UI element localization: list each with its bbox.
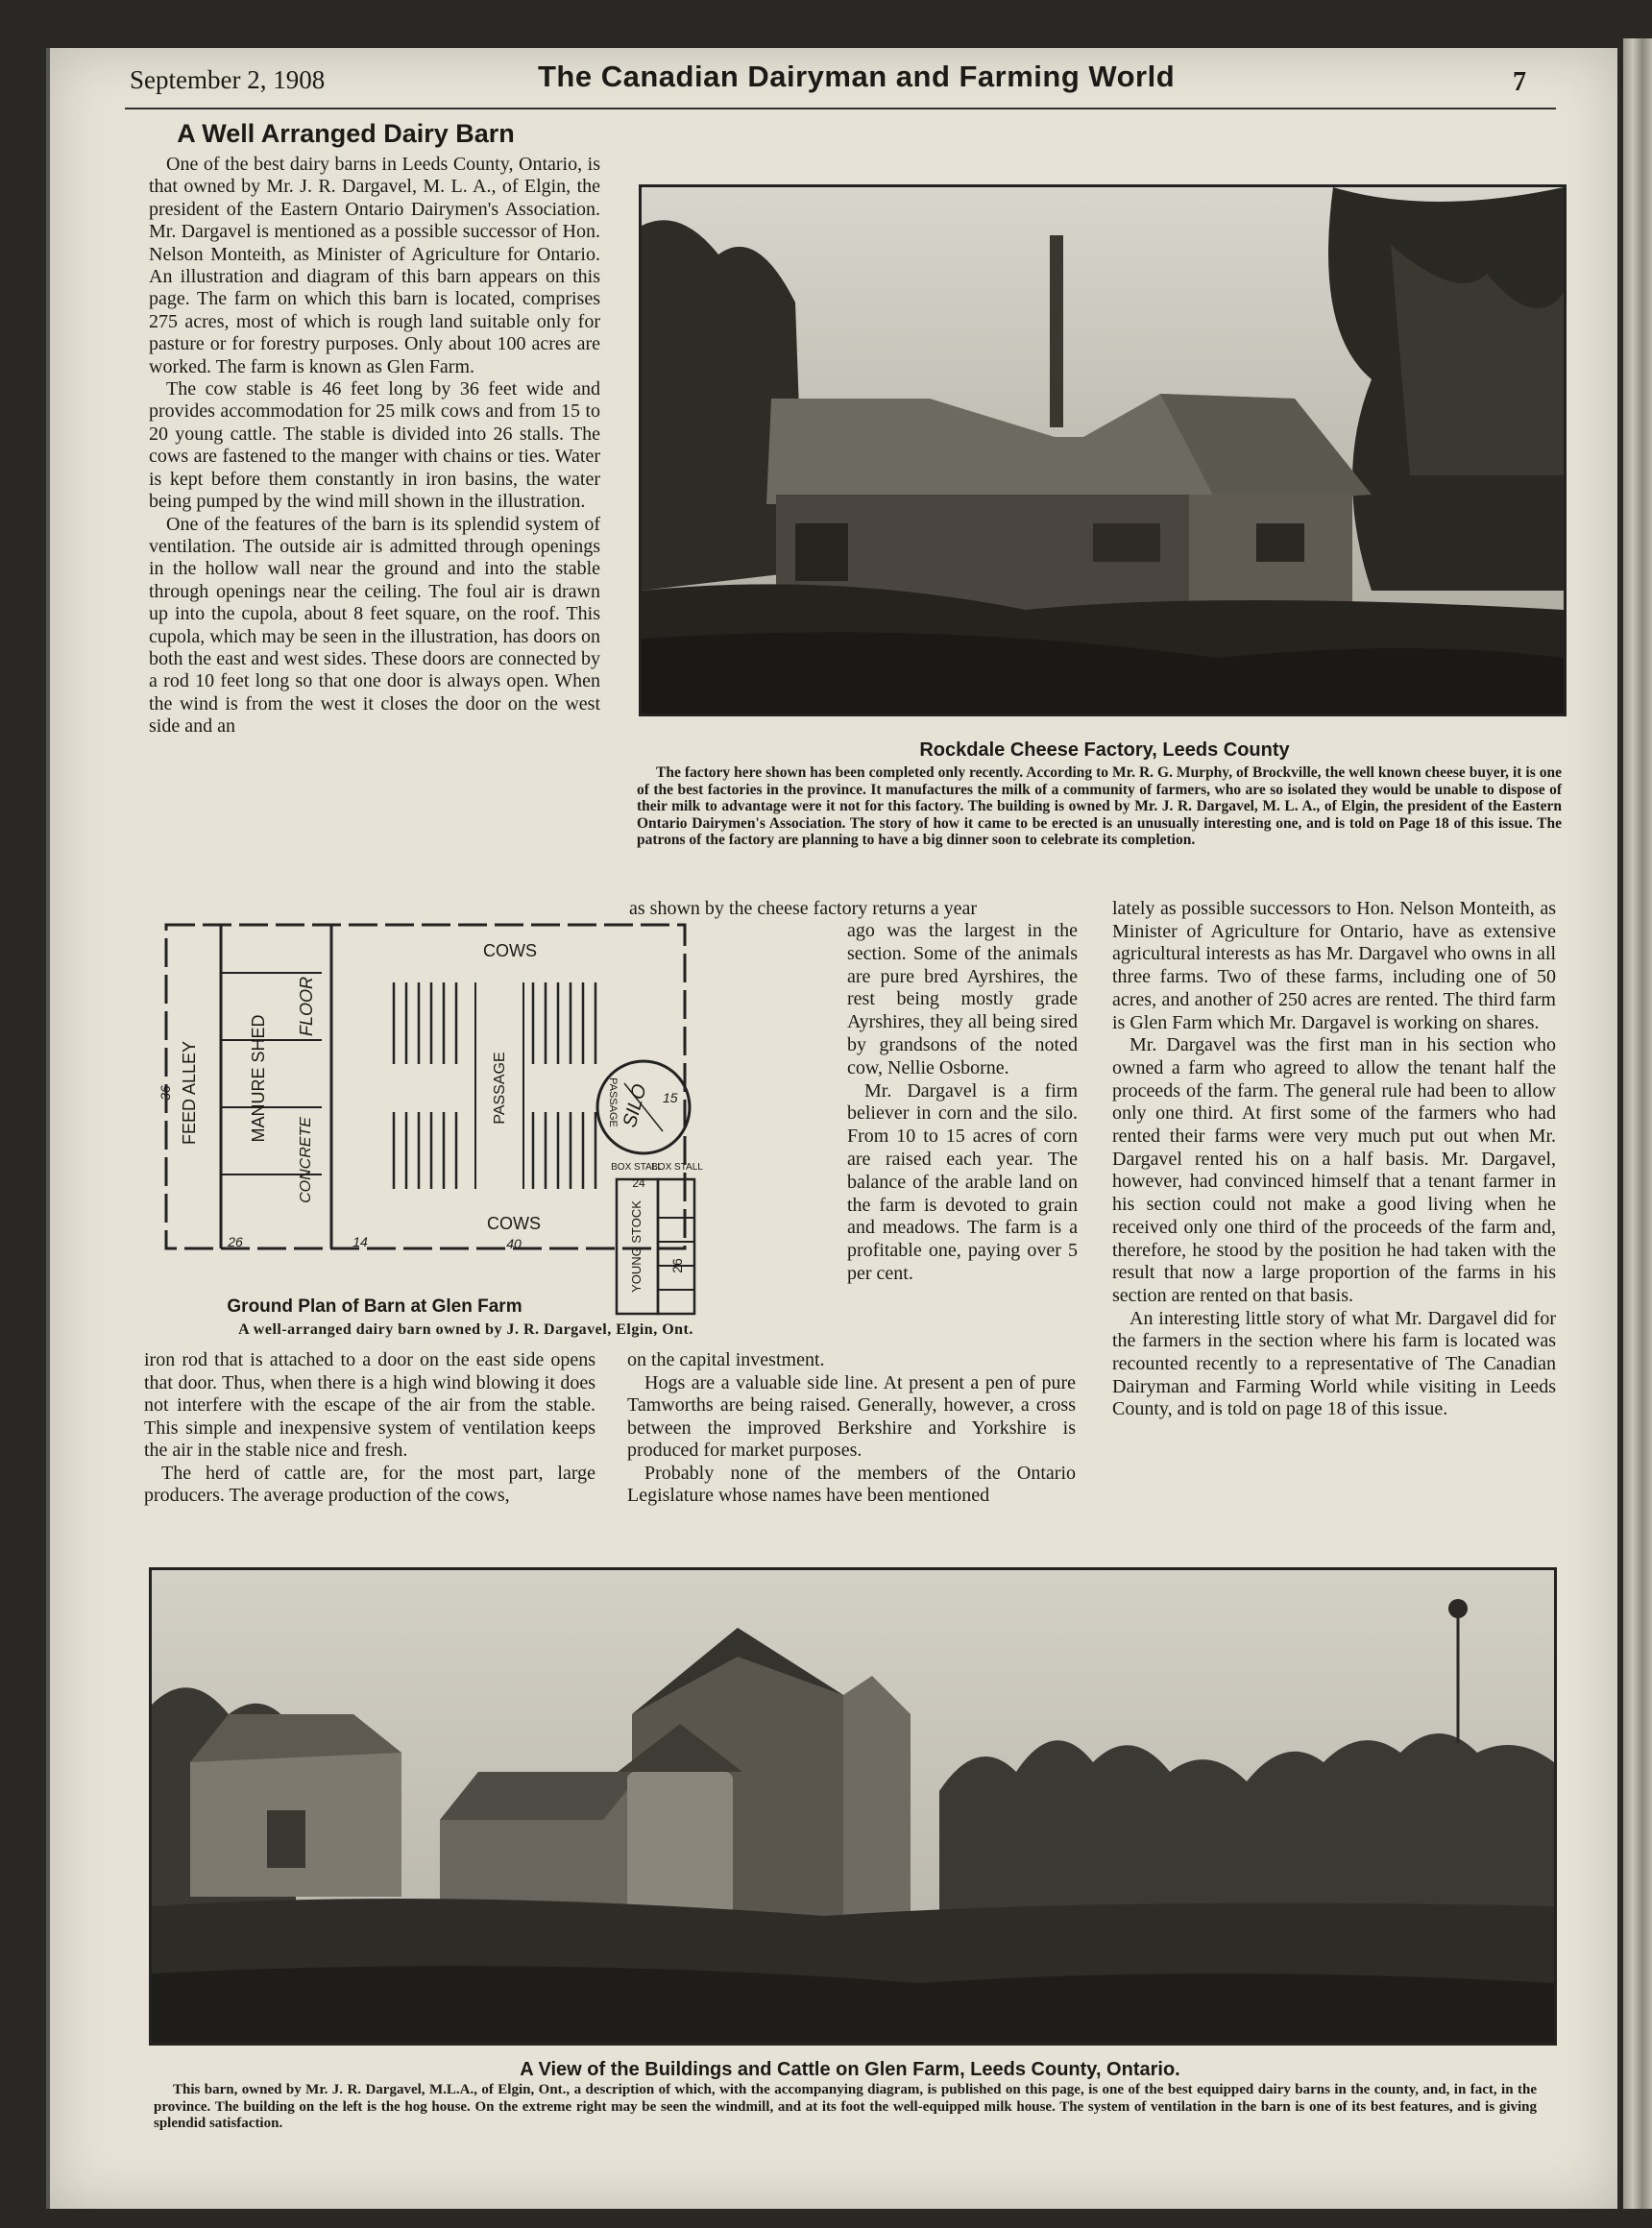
plan-label-passage: PASSAGE <box>492 1052 508 1125</box>
plan-dim-14: 14 <box>352 1234 368 1249</box>
barn-caption-body <box>154 2082 1537 2133</box>
plan-label-feed-alley: FEED ALLEY <box>180 1040 199 1146</box>
paragraph: One of the features of the barn is its splendid system of ventilation. The outside air is admitted through openings in the hollow wall near the ground and into the stable through openings near the ceiling. The foul air is drawn up into the cupola, about 8 feet square, on the roof. This cupola, which may be seen in the illustration, has doors on both the east and west sides. These doors are connected by a rod 10 feet long so that one door is always open. When the wind is from the west it closes the door on the west side and an <box>149 513 600 738</box>
plan-dim-24: 24 <box>632 1176 645 1190</box>
article-column-2-top <box>629 898 1081 920</box>
plan-label-box-stall-left: BOX STALL <box>611 1162 663 1173</box>
factory-caption-title: Rockdale Cheese Factory, Leeds County <box>919 739 1290 761</box>
plan-label-silo-dim: 15 <box>663 1090 678 1105</box>
plan-dim-36: 36 <box>158 1085 173 1101</box>
paragraph: on the capital investment. <box>627 1349 825 1370</box>
plan-label-manure-shed: MANURE SHED <box>249 1014 268 1143</box>
article-column-2-bottom <box>627 1349 1076 1508</box>
plan-label-silo: SILO <box>619 1081 651 1130</box>
paragraph: The herd of cattle are, for the most part, large producers. The average production of the cows, <box>144 1462 595 1506</box>
article-column-1-continued <box>144 1349 595 1508</box>
factory-caption-body <box>637 764 1562 849</box>
ground-plan-diagram <box>158 910 703 1333</box>
paragraph: as shown by the cheese factory returns a year <box>629 898 978 919</box>
paragraph: iron rod that is attached to a door on the east side opens that door. Thus, when there is a high wind blowing it does not interfere with the escape of the air from the stable. This simple and inexpensive system of ventilation keeps the air in the stable nice and fresh. <box>144 1349 595 1461</box>
plan-label-cows-top: COWS <box>483 941 537 960</box>
page-edge-strip <box>1623 38 1652 2209</box>
factory-illustration <box>642 187 1564 714</box>
plan-label-concrete: CONCRETE <box>298 1117 314 1203</box>
paragraph: An interesting little story of what Mr. Dargavel did for the farmers in the section where his farm is located was recounted recently to a representative of The Canadian Dairyman and Farming World while visiting in Leeds County, and is told on page 18 of this issue. <box>1112 1307 1556 1420</box>
article-column-2-narrow <box>847 920 1078 1286</box>
plan-label-box-stall-right: BOX STALL <box>651 1162 703 1173</box>
header-rule <box>125 108 1556 109</box>
ground-plan-svg <box>158 910 703 1333</box>
paragraph: ago was the largest in the section. Some of the animals are pure bred Ayrshires, the rest being mostly grade Ayrshires, they all being sired by grandsons of the noted cow, Nellie Osborne. <box>847 920 1078 1078</box>
masthead-title: The Canadian Dairyman and Farming World <box>538 60 1176 93</box>
plan-dim-26a: 26 <box>228 1234 243 1249</box>
plan-caption-subtitle: A well-arranged dairy barn owned by J. R. Dargavel, Elgin, Ont. <box>238 1321 693 1338</box>
paragraph: lately as possible successors to Hon. Nelson Monteith, as Minister of Agriculture for Ontario, have as extensive agricultural interests as has Mr. Dargavel who owns in all three farms. Two of these farms, including one of 50 acres, and another of 250 acres are rented. The third farm is Glen Farm which Mr. Dargavel is working on shares. <box>1112 898 1556 1033</box>
article-column-1 <box>149 154 600 922</box>
plan-label-passage-small: PASSAGE <box>607 1078 619 1127</box>
caption-text: The factory here shown has been completed only recently. According to Mr. R. G. Murphy, of Brockville, the well known cheese buyer, it is one of the best factories in the province. It manufactures the milk of a community of farmers, who are so isolated they would be unable to dispose of their milk to advantage were it not for this factory. The building is owned by Mr. J. R. Dargavel, M. L. A., of Elgin, the president of the Eastern Ontario Dairymen's Association. The story of how it came to be erected is an unusually interesting one, and is told on Page 18 of this issue. The patrons of the factory are planning to have a big dinner soon to celebrate its completion. <box>637 764 1562 848</box>
paragraph: The cow stable is 46 feet long by 36 feet wide and provides accommodation for 25 milk cows and from 15 to 20 young cattle. The stable is divided into 26 stalls. The cows are fastened to the manger with chains or ties. Water is kept before them constantly in iron basins, the water being pumped by the wind mill shown in the illustration. <box>149 378 600 513</box>
article-column-3 <box>1112 898 1556 1421</box>
plan-dim-40: 40 <box>506 1236 522 1251</box>
factory-photo <box>639 184 1567 716</box>
article-headline: A Well Arranged Dairy Barn <box>177 119 515 148</box>
paragraph: Hogs are a valuable side line. At present a pen of pure Tamworths are being raised. Generally, however, a cross between the improved Berkshire and Yorkshire is produced for market purposes. <box>627 1371 1076 1461</box>
caption-text: This barn, owned by Mr. J. R. Dargavel, M.L.A., of Elgin, Ont., a description of which, with the accompanying diagram, is published on this page, is one of the best equipped dairy barns in the county, and, in fact, in the province. The building on the left is the hog house. On the extreme right may be seen the windmill, and at its foot the well-equipped milk house. The system of ventilation in the barn is one of its best features, and is giving splendid satisfaction. <box>154 2082 1537 2131</box>
plan-label-cows-bottom: COWS <box>487 1214 541 1233</box>
barn-caption-title: A View of the Buildings and Cattle on Glen Farm, Leeds County, Ontario. <box>520 2059 1180 2080</box>
plan-label-floor: FLOOR <box>297 976 316 1037</box>
page-number: 7 <box>1513 67 1526 97</box>
plan-caption-title: Ground Plan of Barn at Glen Farm <box>227 1296 522 1317</box>
paragraph: One of the best dairy barns in Leeds County, Ontario, is that owned by Mr. J. R. Dargavel, M. L. A., of Elgin, the president of the Eastern Ontario Dairymen's Association. Mr. Dargavel is mentioned as a possible successor of Hon. Nelson Monteith, as Minister of Agriculture for Ontario. An illustration and diagram of this barn appears on this page. The farm on which this barn is located, comprises 275 acres, most of which is rough land suitable only for pasture or for forestry purposes. Only about 100 acres are worked. The farm is known as Glen Farm. <box>149 154 600 377</box>
paragraph: Probably none of the members of the Ontario Legislature whose names have been mentioned <box>627 1462 1076 1506</box>
plan-dim-26b: 26 <box>669 1258 685 1273</box>
paragraph: Mr. Dargavel is a firm believer in corn and the silo. From 10 to 15 acres of corn are raised each year. The balance of the arable land on the farm is devoted to grain and meadows. The farm is a profitable one, paying over 5 per cent. <box>847 1079 1078 1284</box>
plan-label-young-stock: YOUNG STOCK <box>629 1200 644 1293</box>
barn-illustration <box>152 1570 1554 2043</box>
paragraph: Mr. Dargavel was the first man in his section who owned a farm who agreed to allow the tenant half the proceeds of the farm. The general rule had been to allow only one third. At first some of the farmers who had rented their farms were very much put out when Mr. Dargavel rented his on a half basis. Mr. Dargavel, however, had convinced himself that a tenant farmer in his section could not make a good living when he received only one third of the proceeds of the farm and, therefore, he stood by the position he had taken with the result that now a large proportion of the farms in his section are rented on that basis. <box>1112 1034 1556 1306</box>
header-date: September 2, 1908 <box>130 65 326 94</box>
barn-photo <box>149 1567 1557 2046</box>
